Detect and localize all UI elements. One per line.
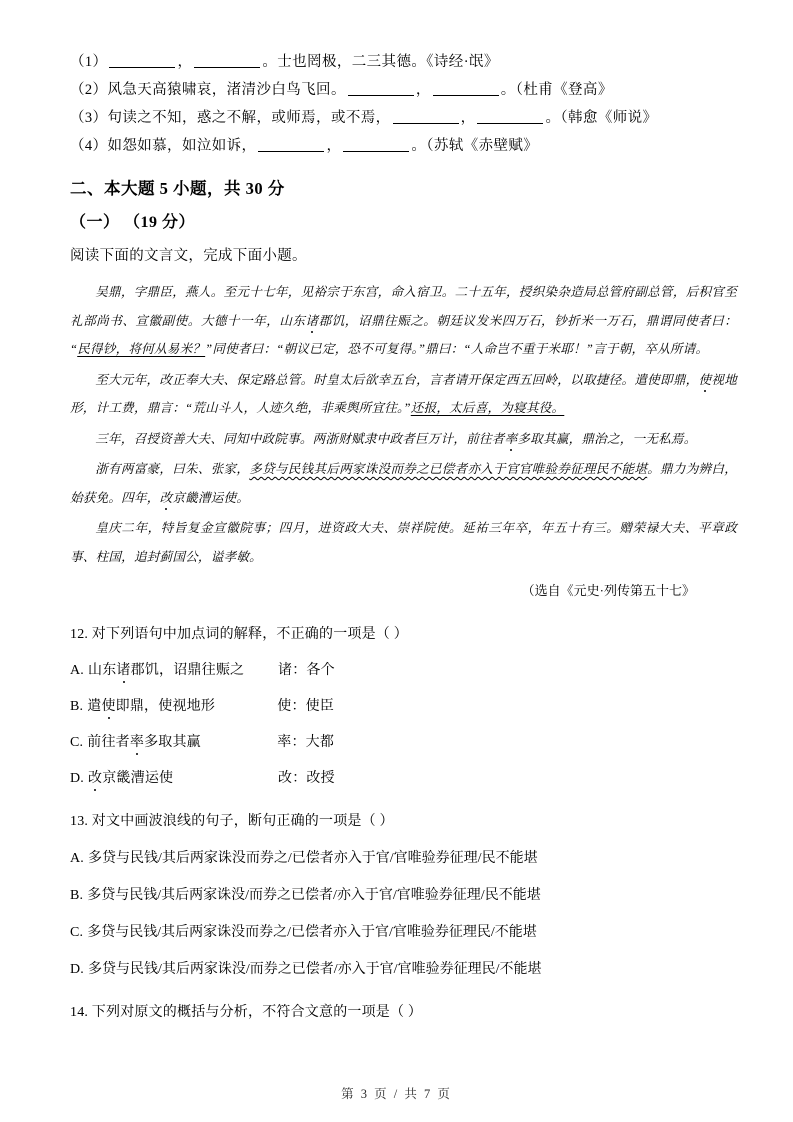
emphasis-dot-char: 率 (504, 431, 518, 446)
option-sentence (87, 729, 277, 756)
option-text: 多贷与民钱/其后两家诛没而券之/已偿者亦入于官/官唯验券征理民/不能堪 (87, 925, 537, 940)
passage-text: 皇庆二年，特旨复金宣徽院事；四月，进资政大夫、崇祥院使。延祐三年卒，年五十有三。赠荣禄大夫、平章政事、柱国，追封蓟国公，谥孝敏。 (70, 521, 737, 564)
answer-blank[interactable] (393, 123, 459, 124)
passage-paragraph (70, 278, 737, 364)
option-sentence-part: 前往者 (87, 735, 130, 750)
answer-option[interactable] (70, 765, 737, 792)
underlined-sentence: 还报，太后喜，为寝其役。 (410, 401, 565, 415)
passage-text: “ (70, 342, 78, 356)
fill-in-blank-list (70, 48, 737, 160)
passage-text: 。鼎力为辨白，始获免。四年， (70, 462, 738, 505)
option-text: 多贷与民钱/其后两家诛没/而券之已偿者/亦入于官/官唯验券征理民/不能堪 (88, 962, 542, 977)
item-number: （4） (70, 138, 108, 154)
item-number: （3） (70, 110, 108, 126)
item-text: 。士也罔极，二三其德。《诗经·氓》 (262, 54, 499, 70)
option-label: A. (70, 851, 85, 866)
option-sentence (88, 765, 278, 792)
emphasis-dot-char: 率 (129, 735, 145, 750)
option-label: B. (70, 888, 84, 903)
option-sentence-part: 山东 (88, 663, 117, 678)
passage-paragraph (70, 366, 737, 423)
item-text: ， (415, 82, 431, 98)
option-sentence-part: 郡饥，诏鼎往赈之 (130, 663, 245, 678)
passage-paragraph (70, 514, 737, 571)
page-footer: 第 3 页 / 共 7 页 (341, 1087, 452, 1101)
answer-blank[interactable] (348, 95, 414, 96)
option-label: D. (70, 962, 85, 977)
option-sentence (88, 657, 278, 684)
passage-text: 多取其赢，鼎治之，一无私焉。 (517, 431, 697, 446)
option-gloss: 改：改授 (278, 771, 335, 786)
wavy-underlined-sentence: 多贷与民钱其后两家诛没而券之已偿者亦入于官官唯验券征理民不能堪 (249, 462, 648, 476)
passage-text: 三年，召授资善大夫、同知中政院事。两浙财赋隶中政者巨万计，前往者 (95, 431, 505, 446)
passage-text: ”同使者曰：“朝议已定，恐不可复得。”鼎曰：“人命岂不重于米耶！”言于朝，卒从所请。 (205, 342, 709, 356)
option-gloss: 率：大都 (277, 735, 335, 750)
question-q12 (70, 621, 737, 792)
fill-in-blank-item (70, 48, 737, 76)
option-sentence-part: 京畿漕运使 (102, 771, 174, 786)
passage-text: 郡饥，诏鼎往赈之。朝廷议发米四万石，钞折米一万石，鼎谓同使者曰： (318, 313, 737, 328)
subsection-heading: （一） （19 分） (70, 214, 196, 231)
answer-option[interactable] (70, 919, 737, 946)
item-text: 。（杜甫《登高》 (500, 82, 613, 98)
option-label: A. (70, 663, 85, 678)
question-stem: 14. 下列对原文的概括与分析，不符合文意的一项是（ ） (70, 1005, 423, 1020)
emphasis-dot-char: 改 (159, 490, 173, 505)
question-stem: 13. 对文中画波浪线的句子，断句正确的一项是（ ） (70, 814, 394, 829)
item-text: ， (460, 110, 476, 126)
item-text: 风急天高猿啸哀，渚清沙白鸟飞回。 (107, 82, 346, 98)
classical-chinese-passage (70, 278, 737, 571)
item-text: 。（苏轼《赤壁赋》 (411, 138, 539, 154)
answer-blank[interactable] (477, 123, 543, 124)
item-text: ， (326, 138, 342, 154)
option-label: B. (70, 699, 84, 714)
option-label: C. (70, 925, 84, 940)
option-gloss: 使：使臣 (277, 699, 335, 714)
answer-option[interactable] (70, 657, 737, 684)
passage-paragraph (70, 425, 737, 454)
emphasis-dot-char: 改 (88, 771, 103, 786)
item-text: ， (177, 54, 193, 70)
passage-text: 浙有两富豪，曰朱、张家， (95, 462, 250, 476)
section-heading: 二、本大题 5 小题，共 30 分 (70, 179, 285, 198)
passage-text: 至大元年，改正奉大夫、保定路总管。时皇太后欲幸五台，言者请开保定西五回岭，以取捷径。遣使即鼎， (95, 372, 699, 387)
passage-text: 视地形，计工费，鼎言：“荒山斗人，人迹久绝，非乘舆所宜往。” (70, 372, 738, 415)
option-text: 多贷与民钱/其后两家诛没/而券之已偿者/亦入于官/官唯验券征理/民不能堪 (87, 888, 541, 903)
option-sentence-part: 遣 (87, 699, 102, 714)
answer-blank[interactable] (433, 95, 499, 96)
answer-option[interactable] (70, 882, 737, 909)
answer-blank[interactable] (258, 151, 324, 152)
question-q13 (70, 808, 737, 983)
emphasis-dot-char: 诸 (116, 663, 131, 678)
fill-in-blank-item (70, 104, 737, 132)
option-label: C. (70, 735, 84, 750)
emphasis-dot-char: 诸 (305, 313, 319, 328)
item-text: 。（韩愈《师说》 (545, 110, 658, 126)
item-text: 如怨如慕，如泣如诉， (107, 138, 257, 154)
emphasis-dot-char: 使 (101, 699, 116, 714)
item-text: 句读之不知，惑之不解，或师焉，或不焉， (107, 110, 391, 126)
item-number: （2） (70, 82, 108, 98)
fill-in-blank-item (70, 132, 737, 160)
question-q14 (70, 999, 737, 1026)
answer-option[interactable] (70, 956, 737, 983)
option-sentence (87, 693, 277, 720)
emphasis-dot-char: 使 (698, 372, 712, 387)
passage-text: 京畿漕运使。 (172, 490, 250, 505)
option-sentence-part: 多取其赢 (144, 735, 201, 750)
answer-blank[interactable] (109, 67, 175, 68)
option-sentence-part: 即鼎，使视地形 (115, 699, 216, 714)
option-gloss: 诸：各个 (278, 663, 335, 678)
answer-option[interactable] (70, 729, 737, 756)
answer-option[interactable] (70, 845, 737, 872)
answer-blank[interactable] (343, 151, 409, 152)
underlined-sentence: 民得钞，将何从易米？ (77, 342, 206, 356)
passage-paragraph (70, 455, 737, 512)
passage-text: 吴鼎，字鼎臣，燕人。至元十七年，见裕宗于东宫，命入宿卫。二十五年，授织染杂造局总管府副总管，后积官至礼部尚书、宣徽副使。大德十一年，山东 (70, 285, 737, 328)
reading-instruction: 阅读下面的文言文，完成下面小题。 (70, 248, 307, 264)
option-label: D. (70, 771, 85, 786)
fill-in-blank-item (70, 76, 737, 104)
answer-blank[interactable] (194, 67, 260, 68)
passage-source: （选自《元史·列传第五十七》 (521, 583, 695, 598)
option-text: 多贷与民钱/其后两家诛没而券之/已偿者亦入于官/官唯验券征理/民不能堪 (88, 851, 538, 866)
answer-option[interactable] (70, 693, 737, 720)
question-list (70, 621, 737, 1026)
item-number: （1） (70, 54, 108, 70)
question-stem: 12. 对下列语句中加点词的解释，不正确的一项是（ ） (70, 627, 408, 642)
